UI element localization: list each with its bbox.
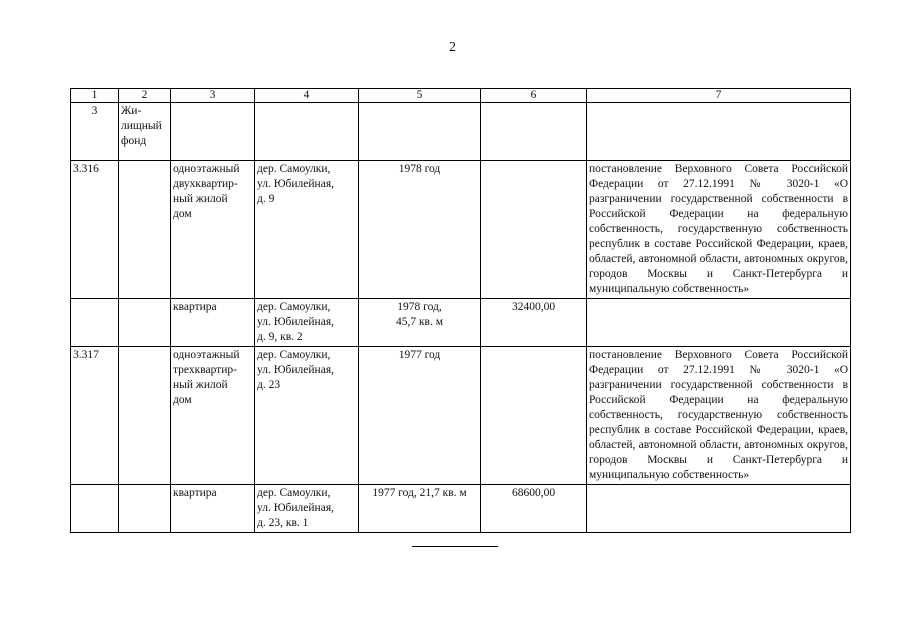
column-number: 4 [255,89,359,103]
empty-cell [119,161,171,299]
object-address: дер. Самоулки, ул. Юбилейная, д. 23 [255,347,359,485]
column-number: 3 [171,89,255,103]
empty-cell [171,103,255,161]
page-number: 2 [449,40,456,55]
year-area: 1977 год [359,347,481,485]
empty-cell [587,103,851,161]
empty-cell [481,103,587,161]
row-number [71,485,119,533]
cost [481,347,587,485]
empty-cell [255,103,359,161]
column-number-row [71,89,851,103]
object-type: одноэтажный двухквартир- ный жилой дом [171,161,255,299]
object-type: квартира [171,299,255,347]
table-row [71,299,851,347]
object-address: дер. Самоулки, ул. Юбилейная, д. 9 [255,161,359,299]
table-row [71,347,851,485]
section-title: Жи- лищный фонд [119,103,171,161]
table-row [71,485,851,533]
object-address: дер. Самоулки, ул. Юбилейная, д. 9, кв. 2 [255,299,359,347]
legal-basis [587,485,851,533]
column-number: 6 [481,89,587,103]
object-address: дер. Самоулки, ул. Юбилейная, д. 23, кв. 1 [255,485,359,533]
legal-basis: постановление Верховного Совета Российской Федерации от 27.12.1991 № 3020-1 «О разграничении государственной собственности в Российской Федерации на федеральную собственность, государственную собственность республик в составе Российской Федерации, краев, областей, автономной области, автономных округов, городов Москвы и Санкт-Петербурга и муниципальную собственность» [587,347,851,485]
row-number: 3.316 [71,161,119,299]
column-number: 7 [587,89,851,103]
empty-cell [119,485,171,533]
year-area: 1977 год, 21,7 кв. м [359,485,481,533]
bottom-divider [412,546,498,547]
cost: 68600,00 [481,485,587,533]
empty-cell [119,347,171,485]
legal-basis [587,299,851,347]
property-registry-table [70,88,851,533]
year-area: 1978 год, 45,7 кв. м [359,299,481,347]
column-number: 5 [359,89,481,103]
cost [481,161,587,299]
empty-cell [119,299,171,347]
legal-basis: постановление Верховного Совета Российской Федерации от 27.12.1991 № 3020-1 «О разграничении государственной собственности в Российской Федерации на федеральную собственность, государственную собственность республик в составе Российской Федерации, краев, областей, автономной области, автономных округов, городов Москвы и Санкт-Петербурга и муниципальную собственность» [587,161,851,299]
section-number: 3 [71,103,119,161]
table-row [71,161,851,299]
year-area: 1978 год [359,161,481,299]
column-number: 2 [119,89,171,103]
empty-cell [359,103,481,161]
object-type: квартира [171,485,255,533]
column-number: 1 [71,89,119,103]
section-row [71,103,851,161]
row-number: 3.317 [71,347,119,485]
cost: 32400,00 [481,299,587,347]
object-type: одноэтажный трехквартир- ный жилой дом [171,347,255,485]
row-number [71,299,119,347]
